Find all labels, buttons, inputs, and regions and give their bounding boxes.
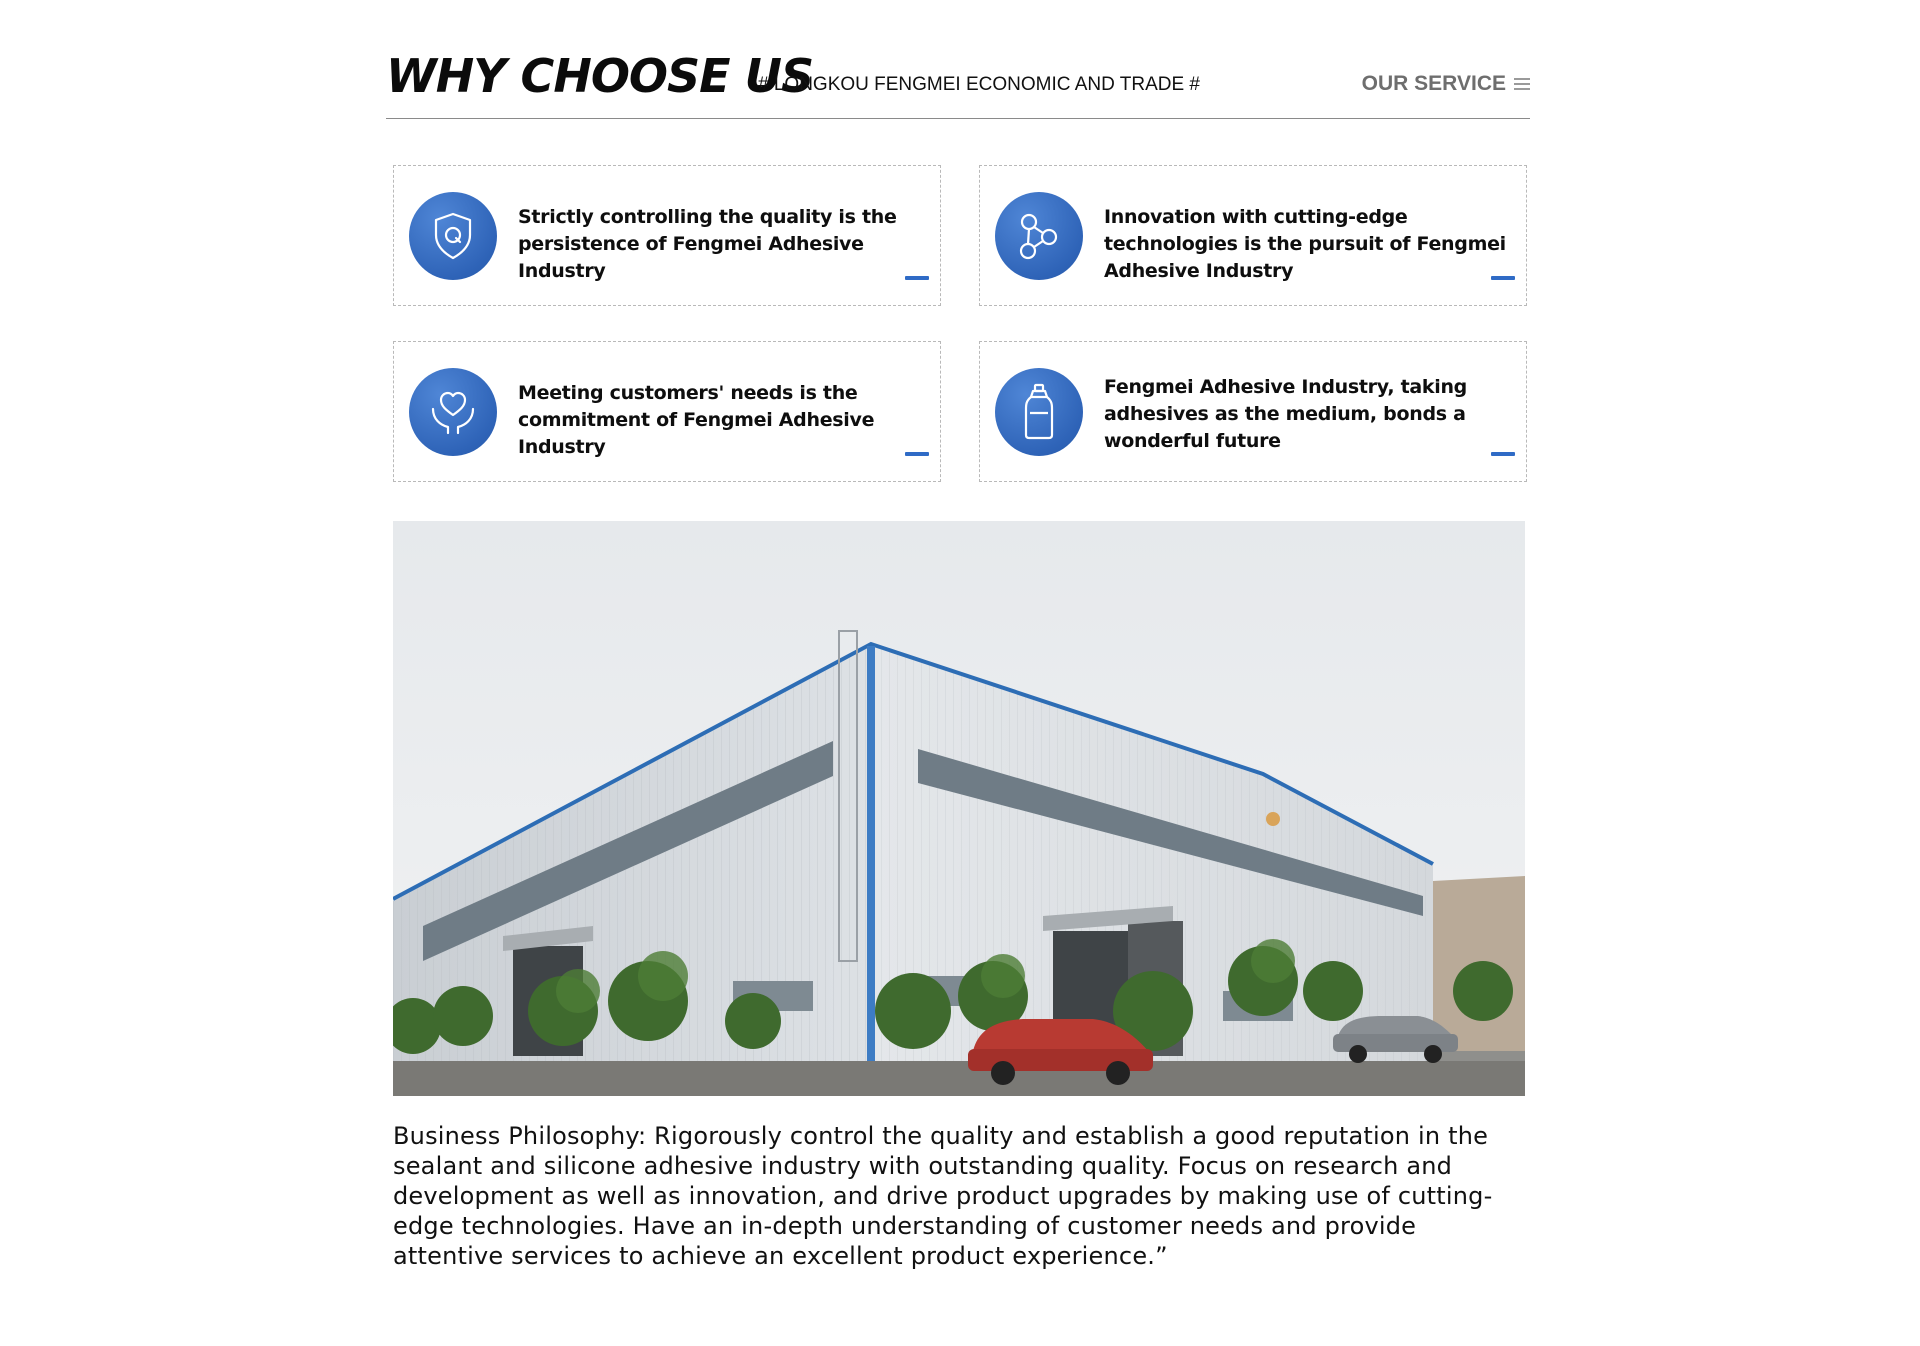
business-philosophy-text: Business Philosophy: Rigorously control the quality and establish a good reputation in the sealant and silicone adhesive industry with outstanding quality. Focus on research and development as well as innovation, and drive product upgrades by making use of cutting-edge technologies. Have an in-depth understanding of customer needs and provide attentive services to achieve an excellent product experience.” bbox=[393, 1122, 1493, 1270]
our-service-link[interactable] bbox=[1362, 72, 1530, 96]
feature-card-future[interactable] bbox=[979, 341, 1527, 482]
shield-quality-icon bbox=[409, 192, 497, 280]
feature-text: Strictly controlling the quality is the persistence of Fengmei Adhesive Industry bbox=[518, 206, 897, 282]
factory-building-photo bbox=[393, 521, 1525, 1096]
menu-icon bbox=[1514, 77, 1530, 91]
feature-card-innovation[interactable] bbox=[979, 165, 1527, 306]
section-header bbox=[386, 48, 1530, 119]
accent-dash bbox=[905, 452, 929, 456]
feature-text: Fengmei Adhesive Industry, taking adhesives as the medium, bonds a wonderful future bbox=[1104, 376, 1467, 452]
adhesive-bottle-icon bbox=[995, 368, 1083, 456]
feature-text: Innovation with cutting-edge technologies is the pursuit of Fengmei Adhesive Industry bbox=[1104, 206, 1506, 282]
heart-hand-icon bbox=[409, 368, 497, 456]
feature-card-customers[interactable] bbox=[393, 341, 941, 482]
feature-card-quality[interactable] bbox=[393, 165, 941, 306]
molecule-icon bbox=[995, 192, 1083, 280]
accent-dash bbox=[1491, 452, 1515, 456]
accent-dash bbox=[905, 276, 929, 280]
our-service-label: OUR SERVICE bbox=[1361, 72, 1506, 95]
feature-text: Meeting customers' needs is the commitment of Fengmei Adhesive Industry bbox=[518, 382, 875, 458]
accent-dash bbox=[1491, 276, 1515, 280]
section-subtitle: # LONGKOU FENGMEI ECONOMIC AND TRADE # bbox=[758, 74, 1201, 95]
section-title: WHY CHOOSE US bbox=[386, 49, 814, 103]
